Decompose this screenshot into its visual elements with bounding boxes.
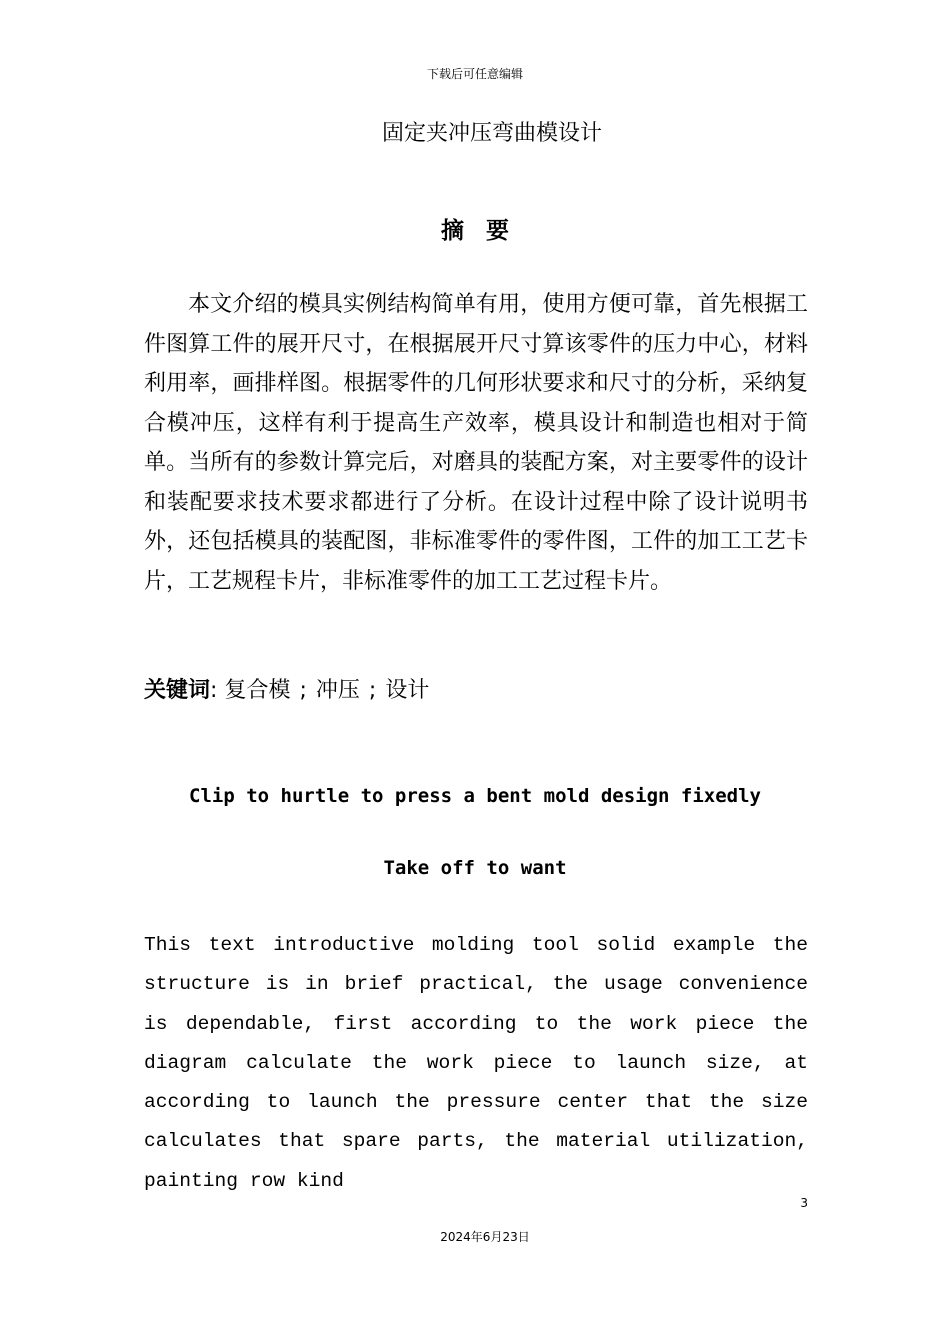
footer-date: 2024年6月23日 bbox=[440, 1230, 530, 1244]
keyword-separator: ; bbox=[299, 678, 307, 703]
keyword-item: 冲压 bbox=[315, 678, 360, 703]
chinese-abstract: 本文介绍的模具实例结构简单有用，使用方便可靠，首先根据工件图算工件的展开尺寸，在根据展开尺寸算该零件的压力中心，材料利用率，画排样图。根据零件的几何形状要求和尺寸的分析，采纳复合模冲压，这样有利于提高生产效率，模具设计和制造也相对于简单。当所有的参数计算完后，对磨具的装配方案，对主要零件的设计和装配要求技术要求都进行了分析。在设计过程中除了设计说明书外，还包括模具的装配图，非标准零件的零件图，工件的加工工艺卡片，工艺规程卡片，非标准零件的加工工艺过程卡片。 bbox=[144, 292, 808, 594]
keywords-colon: : bbox=[210, 678, 218, 703]
english-abstract: This text introductive molding tool solid example the structure is in brief practical, the usage convenience is dependable, first according to the work piece the diagram calculate the work piece to launch size, at according to launch the pressure center that the size calculates that spare parts, the material utilization, painting row kind bbox=[144, 934, 808, 1192]
keywords-line bbox=[144, 673, 808, 709]
keyword-separator: ; bbox=[368, 678, 377, 703]
header-note: 下载后可任意编辑 bbox=[426, 67, 523, 81]
abstract-heading: 摘要 bbox=[441, 218, 531, 244]
keywords-label: 关键词 bbox=[144, 678, 211, 703]
keyword-item: 复合模 bbox=[224, 678, 291, 703]
page-number: 3 bbox=[800, 1196, 808, 1210]
keyword-item: 设计 bbox=[385, 678, 430, 703]
english-title: Clip to hurtle to press a bent mold design fixedly bbox=[189, 785, 761, 807]
english-abstract-heading: Take off to want bbox=[383, 857, 567, 879]
document-title: 固定夹冲压弯曲模设计 bbox=[381, 121, 602, 146]
